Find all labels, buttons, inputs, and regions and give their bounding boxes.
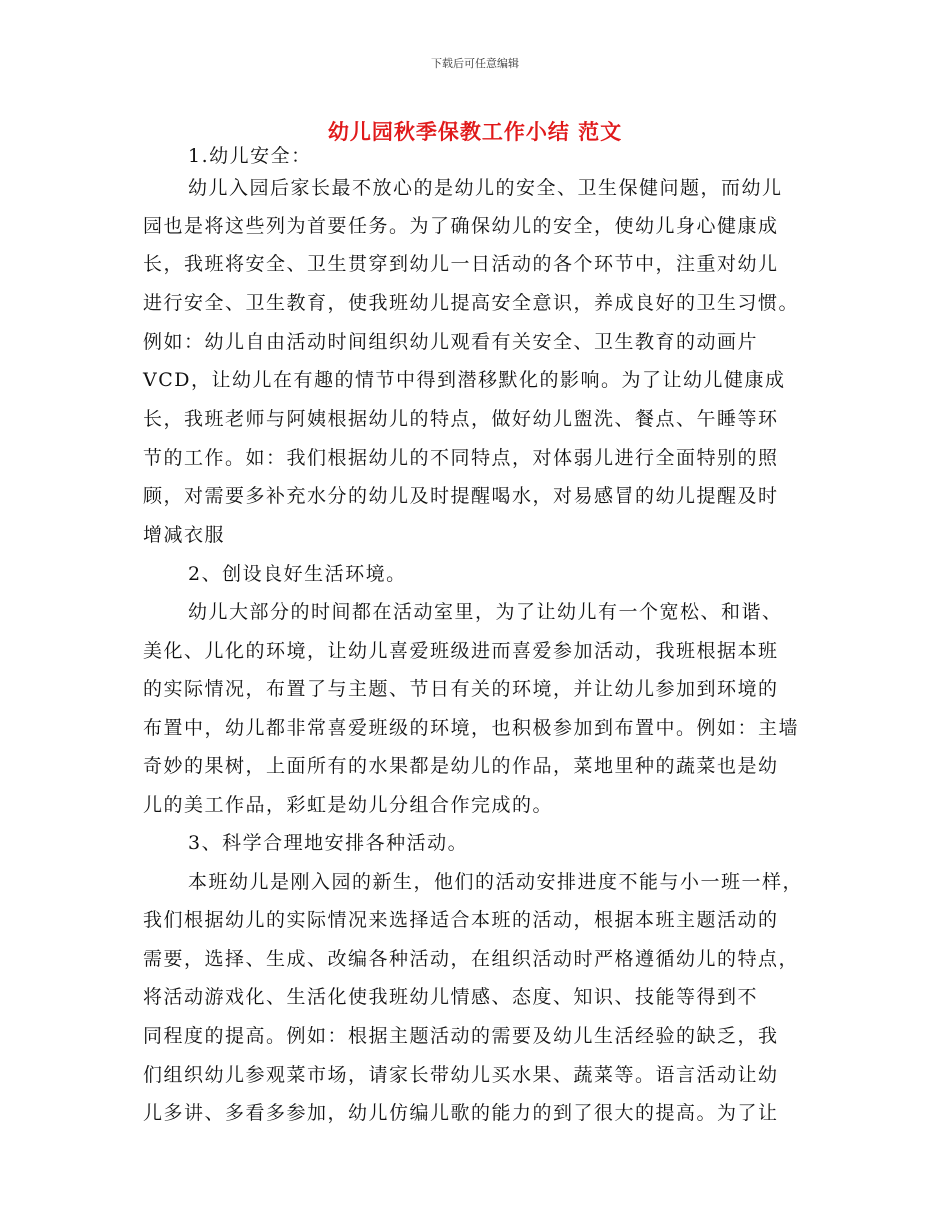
body-line: 增减衣服	[143, 524, 226, 546]
body-line: 们组织幼儿参观菜市场，请家长带幼儿买水果、蔬菜等。语言活动让幼	[143, 1064, 779, 1086]
body-line: 长，我班老师与阿姨根据幼儿的特点，做好幼儿盥洗、餐点、午睡等环	[143, 408, 779, 430]
body-line: 进行安全、卫生教育，使我班幼儿提高安全意识，养成良好的卫生习惯。	[143, 292, 800, 314]
body-line: 长，我班将安全、卫生贯穿到幼儿一日活动的各个环节中，注重对幼儿	[143, 253, 779, 275]
body-line: 需要，选择、生成、改编各种活动，在组织活动时严格遵循幼儿的特点，	[143, 948, 800, 970]
page-header-note: 下载后可任意编辑	[431, 57, 519, 70]
body-line: 幼儿入园后家长最不放心的是幼儿的安全、卫生保健问题，而幼儿	[188, 177, 783, 199]
body-line: 1.幼儿安全：	[188, 145, 312, 167]
body-line: 本班幼儿是刚入园的新生，他们的活动安排进度不能与小一班一样，	[188, 871, 804, 893]
body-line: 顾，对需要多补充水分的幼儿及时提醒喝水，对易感冒的幼儿提醒及时	[143, 485, 779, 507]
body-line: 节的工作。如：我们根据幼儿的不同特点，对体弱儿进行全面特别的照	[143, 447, 779, 469]
body-line: 幼儿大部分的时间都在活动室里，为了让幼儿有一个宽松、和谐、	[188, 601, 783, 623]
body-line: 的实际情况，布置了与主题、节日有关的环境，并让幼儿参加到环境的	[143, 678, 779, 700]
body-line: 奇妙的果树，上面所有的水果都是幼儿的作品，菜地里种的蔬菜也是幼	[143, 755, 779, 777]
body-line: VCD，让幼儿在有趣的情节中得到潜移默化的影响。为了让幼儿健康成	[143, 369, 786, 391]
body-line: 3、科学合理地安排各种活动。	[188, 832, 469, 854]
body-line: 园也是将这些列为首要任务。为了确保幼儿的安全，使幼儿身心健康成	[143, 215, 779, 237]
body-line: 布置中，幼儿都非常喜爱班级的环境，也积极参加到布置中。例如：主墙	[143, 717, 800, 739]
body-line: 将活动游戏化、生活化使我班幼儿情感、态度、知识、技能等得到不	[143, 986, 759, 1008]
body-line: 儿多讲、多看多参加，幼儿仿编儿歌的能力的到了很大的提高。为了让	[143, 1102, 779, 1124]
body-line: 我们根据幼儿的实际情况来选择适合本班的活动，根据本班主题活动的	[143, 909, 779, 931]
body-line: 儿的美工作品，彩虹是幼儿分组合作完成的。	[143, 794, 554, 816]
body-line: 2、创设良好生活环境。	[188, 563, 407, 585]
body-line: 美化、儿化的环境，让幼儿喜爱班级进而喜爱参加活动，我班根据本班	[143, 640, 779, 662]
document-title: 幼儿园秋季保教工作小结 范文	[327, 120, 623, 144]
body-line: 例如：幼儿自由活动时间组织幼儿观看有关安全、卫生教育的动画片	[143, 331, 759, 353]
body-line: 同程度的提高。例如：根据主题活动的需要及幼儿生活经验的缺乏，我	[143, 1025, 779, 1047]
